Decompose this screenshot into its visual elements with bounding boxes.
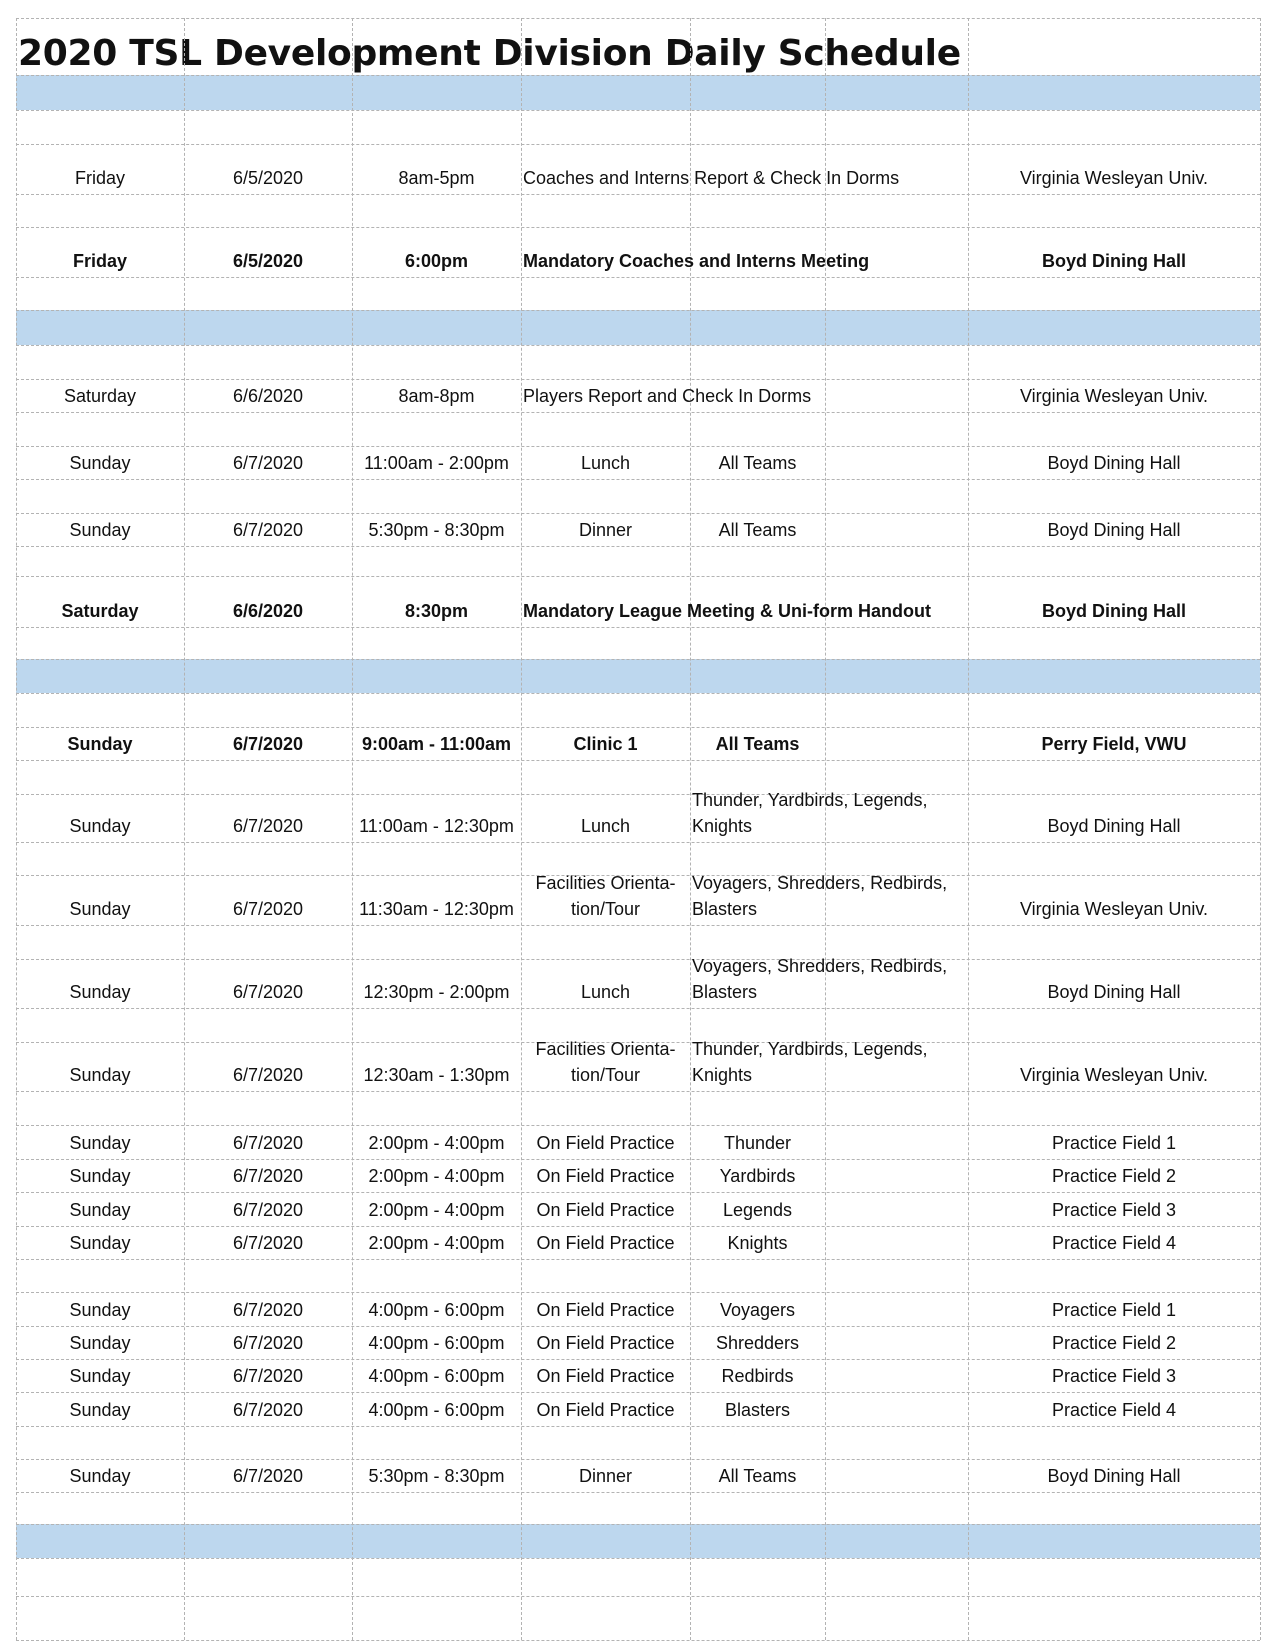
teams-cell: Redbirds bbox=[721, 1366, 794, 1386]
location-cell: Virginia Wesleyan Univ. bbox=[1019, 899, 1209, 919]
teams-cell: Voyagers, Shredders, Redbirds, Blasters bbox=[692, 956, 948, 1002]
event-cell: Lunch bbox=[580, 982, 631, 1002]
location-cell: Practice Field 4 bbox=[1051, 1233, 1177, 1253]
location-cell: Boyd Dining Hall bbox=[1042, 601, 1186, 621]
event-cell: On Field Practice bbox=[536, 1200, 675, 1220]
event-cell: Lunch bbox=[580, 453, 631, 473]
teams-cell: Legends bbox=[722, 1200, 793, 1220]
teams-cell: Thunder, Yardbirds, Legends, Knights bbox=[692, 1039, 928, 1085]
location-cell: Boyd Dining Hall bbox=[1047, 1466, 1181, 1486]
day-cell: Friday bbox=[72, 251, 128, 271]
location-cell: Boyd Dining Hall bbox=[1047, 982, 1181, 1002]
date-cell: 6/7/2020 bbox=[232, 1300, 304, 1320]
location-cell: Virginia Wesleyan Univ. bbox=[1019, 386, 1209, 406]
date-cell: 6/7/2020 bbox=[232, 1466, 304, 1486]
row-gridline bbox=[16, 659, 1260, 660]
event-cell: Facilities Orienta-tion/Tour bbox=[535, 873, 676, 919]
schedule-row bbox=[16, 1392, 1260, 1426]
event-cell: On Field Practice bbox=[536, 1300, 675, 1320]
schedule-row bbox=[16, 576, 1260, 627]
location-cell: Perry Field, VWU bbox=[1041, 734, 1187, 754]
day-cell: Sunday bbox=[69, 1333, 131, 1353]
time-cell: 12:30pm - 2:00pm bbox=[363, 982, 510, 1002]
row-gridline bbox=[16, 546, 1260, 547]
schedule-row bbox=[16, 790, 1260, 842]
schedule-row bbox=[16, 1292, 1260, 1326]
day-cell: Sunday bbox=[69, 1233, 131, 1253]
schedule-row bbox=[16, 1159, 1260, 1192]
time-cell: 2:00pm - 4:00pm bbox=[368, 1133, 505, 1153]
time-cell: 9:00am - 11:00am bbox=[361, 734, 512, 754]
location-cell: Practice Field 4 bbox=[1051, 1400, 1177, 1420]
day-cell: Sunday bbox=[69, 1166, 131, 1186]
event-cell: Facilities Orienta-tion/Tour bbox=[535, 1039, 676, 1085]
day-cell: Sunday bbox=[69, 1065, 131, 1085]
date-cell: 6/7/2020 bbox=[232, 1200, 304, 1220]
schedule-row bbox=[16, 513, 1260, 546]
time-cell: 8:30pm bbox=[404, 601, 469, 621]
row-gridline bbox=[16, 345, 1260, 346]
row-gridline bbox=[16, 1640, 1260, 1641]
location-cell: Practice Field 3 bbox=[1051, 1200, 1177, 1220]
section-divider-band bbox=[16, 310, 1260, 345]
teams-cell: Knights bbox=[727, 1233, 788, 1253]
day-cell: Sunday bbox=[69, 1200, 131, 1220]
location-cell: Practice Field 1 bbox=[1051, 1300, 1177, 1320]
day-cell: Sunday bbox=[69, 899, 131, 919]
schedule-row bbox=[16, 446, 1260, 479]
day-cell: Sunday bbox=[69, 982, 131, 1002]
location-cell: Boyd Dining Hall bbox=[1047, 453, 1181, 473]
time-cell: 8am-8pm bbox=[398, 386, 475, 406]
row-gridline bbox=[16, 842, 1260, 843]
column-gridline bbox=[1260, 18, 1261, 1640]
row-gridline bbox=[16, 760, 1260, 761]
teams-cell: Voyagers, Shredders, Redbirds, Blasters bbox=[692, 873, 948, 919]
schedule-row bbox=[16, 1459, 1260, 1492]
schedule-row bbox=[16, 1359, 1260, 1392]
day-cell: Sunday bbox=[69, 1400, 131, 1420]
day-cell: Saturday bbox=[61, 601, 139, 621]
teams-cell: Yardbirds bbox=[719, 1166, 796, 1186]
row-gridline bbox=[16, 277, 1260, 278]
teams-cell bbox=[690, 576, 825, 627]
date-cell: 6/7/2020 bbox=[232, 1166, 304, 1186]
schedule-sheet bbox=[16, 18, 1260, 1640]
schedule-row bbox=[16, 1226, 1260, 1259]
teams-cell: All Teams bbox=[718, 453, 797, 473]
event-cell: Coaches and Interns Report & Check In Dorms bbox=[523, 168, 900, 188]
schedule-row bbox=[16, 1192, 1260, 1226]
schedule-row bbox=[16, 1039, 1260, 1091]
row-gridline bbox=[16, 1492, 1260, 1493]
row-gridline bbox=[16, 310, 1260, 311]
schedule-row bbox=[16, 144, 1260, 194]
time-cell: 2:00pm - 4:00pm bbox=[368, 1200, 505, 1220]
schedule-row bbox=[16, 379, 1260, 412]
schedule-row bbox=[16, 1125, 1260, 1159]
location-cell: Practice Field 1 bbox=[1051, 1133, 1177, 1153]
day-cell: Sunday bbox=[69, 1133, 131, 1153]
day-cell: Friday bbox=[74, 168, 125, 188]
location-cell: Boyd Dining Hall bbox=[1042, 251, 1186, 271]
location-cell: Practice Field 3 bbox=[1051, 1366, 1177, 1386]
date-cell: 6/7/2020 bbox=[232, 1400, 304, 1420]
row-gridline bbox=[16, 1091, 1260, 1092]
date-cell: 6/7/2020 bbox=[232, 453, 304, 473]
row-gridline bbox=[16, 1524, 1260, 1525]
date-cell: 6/6/2020 bbox=[232, 386, 304, 406]
row-gridline bbox=[16, 693, 1260, 694]
event-cell: Dinner bbox=[578, 1466, 633, 1486]
date-cell: 6/5/2020 bbox=[232, 251, 304, 271]
schedule-row bbox=[16, 875, 1260, 925]
teams-cell bbox=[690, 379, 825, 412]
event-cell: On Field Practice bbox=[536, 1166, 675, 1186]
teams-cell: All Teams bbox=[715, 734, 800, 754]
event-cell: On Field Practice bbox=[536, 1366, 675, 1386]
date-cell: 6/7/2020 bbox=[232, 734, 304, 754]
location-cell: Virginia Wesleyan Univ. bbox=[1019, 1065, 1209, 1085]
time-cell: 5:30pm - 8:30pm bbox=[368, 520, 505, 540]
location-cell: Boyd Dining Hall bbox=[1047, 520, 1181, 540]
schedule-row bbox=[16, 727, 1260, 760]
date-cell: 6/7/2020 bbox=[232, 520, 304, 540]
row-gridline bbox=[16, 1426, 1260, 1427]
teams-cell: Voyagers bbox=[719, 1300, 796, 1320]
time-cell: 12:30am - 1:30pm bbox=[363, 1065, 510, 1085]
time-cell: 4:00pm - 6:00pm bbox=[368, 1300, 505, 1320]
teams-cell bbox=[690, 227, 825, 277]
event-cell: On Field Practice bbox=[536, 1400, 675, 1420]
teams-cell: Blasters bbox=[724, 1400, 791, 1420]
row-gridline bbox=[16, 110, 1260, 111]
date-cell: 6/7/2020 bbox=[232, 1366, 304, 1386]
location-cell: Boyd Dining Hall bbox=[1047, 816, 1181, 836]
day-cell: Sunday bbox=[69, 1466, 131, 1486]
day-cell: Sunday bbox=[69, 1300, 131, 1320]
schedule-row bbox=[16, 227, 1260, 277]
section-divider-band bbox=[16, 659, 1260, 693]
row-gridline bbox=[16, 1596, 1260, 1597]
date-cell: 6/7/2020 bbox=[232, 1133, 304, 1153]
row-gridline bbox=[16, 1008, 1260, 1009]
section-divider-band bbox=[16, 1524, 1260, 1558]
day-cell: Sunday bbox=[67, 734, 133, 754]
row-gridline bbox=[16, 627, 1260, 628]
row-gridline bbox=[16, 479, 1260, 480]
section-divider-band bbox=[16, 75, 1260, 110]
teams-cell: Shredders bbox=[715, 1333, 800, 1353]
event-cell: On Field Practice bbox=[536, 1333, 675, 1353]
schedule-row bbox=[16, 956, 1260, 1008]
date-cell: 6/7/2020 bbox=[232, 1065, 304, 1085]
teams-cell: All Teams bbox=[718, 1466, 797, 1486]
row-gridline bbox=[16, 1259, 1260, 1260]
day-cell: Saturday bbox=[63, 386, 137, 406]
time-cell: 4:00pm - 6:00pm bbox=[368, 1366, 505, 1386]
time-cell: 5:30pm - 8:30pm bbox=[368, 1466, 505, 1486]
teams-cell: All Teams bbox=[718, 520, 797, 540]
time-cell: 2:00pm - 4:00pm bbox=[368, 1233, 505, 1253]
event-cell: Dinner bbox=[578, 520, 633, 540]
teams-cell: Thunder bbox=[723, 1133, 792, 1153]
time-cell: 8am-5pm bbox=[398, 168, 475, 188]
date-cell: 6/7/2020 bbox=[232, 1333, 304, 1353]
day-cell: Sunday bbox=[69, 520, 131, 540]
event-cell: Lunch bbox=[580, 816, 631, 836]
row-gridline bbox=[16, 75, 1260, 76]
row-gridline bbox=[16, 412, 1260, 413]
day-cell: Sunday bbox=[69, 453, 131, 473]
time-cell: 2:00pm - 4:00pm bbox=[368, 1166, 505, 1186]
time-cell: 4:00pm - 6:00pm bbox=[368, 1333, 505, 1353]
date-cell: 6/6/2020 bbox=[232, 601, 304, 621]
event-cell: Clinic 1 bbox=[573, 734, 638, 754]
date-cell: 6/7/2020 bbox=[232, 816, 304, 836]
event-cell: Players Report and Check In Dorms bbox=[523, 386, 812, 406]
date-cell: 6/5/2020 bbox=[232, 168, 304, 188]
location-cell: Practice Field 2 bbox=[1051, 1166, 1177, 1186]
row-gridline bbox=[16, 194, 1260, 195]
day-cell: Sunday bbox=[69, 1366, 131, 1386]
time-cell: 6:00pm bbox=[404, 251, 469, 271]
time-cell: 11:30am - 12:30pm bbox=[359, 899, 514, 919]
page-title: 2020 TSL Development Division Daily Schedule bbox=[18, 33, 961, 74]
location-cell: Virginia Wesleyan Univ. bbox=[1019, 168, 1209, 188]
date-cell: 6/7/2020 bbox=[232, 982, 304, 1002]
time-cell: 4:00pm - 6:00pm bbox=[368, 1400, 505, 1420]
teams-cell: Thunder, Yardbirds, Legends, Knights bbox=[692, 790, 928, 836]
row-gridline bbox=[16, 1558, 1260, 1559]
day-cell: Sunday bbox=[69, 816, 131, 836]
time-cell: 11:00am - 2:00pm bbox=[364, 453, 509, 473]
schedule-row bbox=[16, 1326, 1260, 1359]
event-cell: On Field Practice bbox=[536, 1233, 675, 1253]
date-cell: 6/7/2020 bbox=[232, 1233, 304, 1253]
date-cell: 6/7/2020 bbox=[232, 899, 304, 919]
row-gridline bbox=[16, 925, 1260, 926]
location-cell: Practice Field 2 bbox=[1051, 1333, 1177, 1353]
time-cell: 11:00am - 12:30pm bbox=[359, 816, 514, 836]
row-gridline bbox=[16, 18, 1260, 19]
event-cell: Mandatory Coaches and Interns Meeting bbox=[523, 251, 870, 271]
teams-cell bbox=[690, 144, 825, 194]
event-cell: On Field Practice bbox=[536, 1133, 675, 1153]
event-cell: Mandatory League Meeting & Uni-form Handout bbox=[523, 601, 932, 621]
